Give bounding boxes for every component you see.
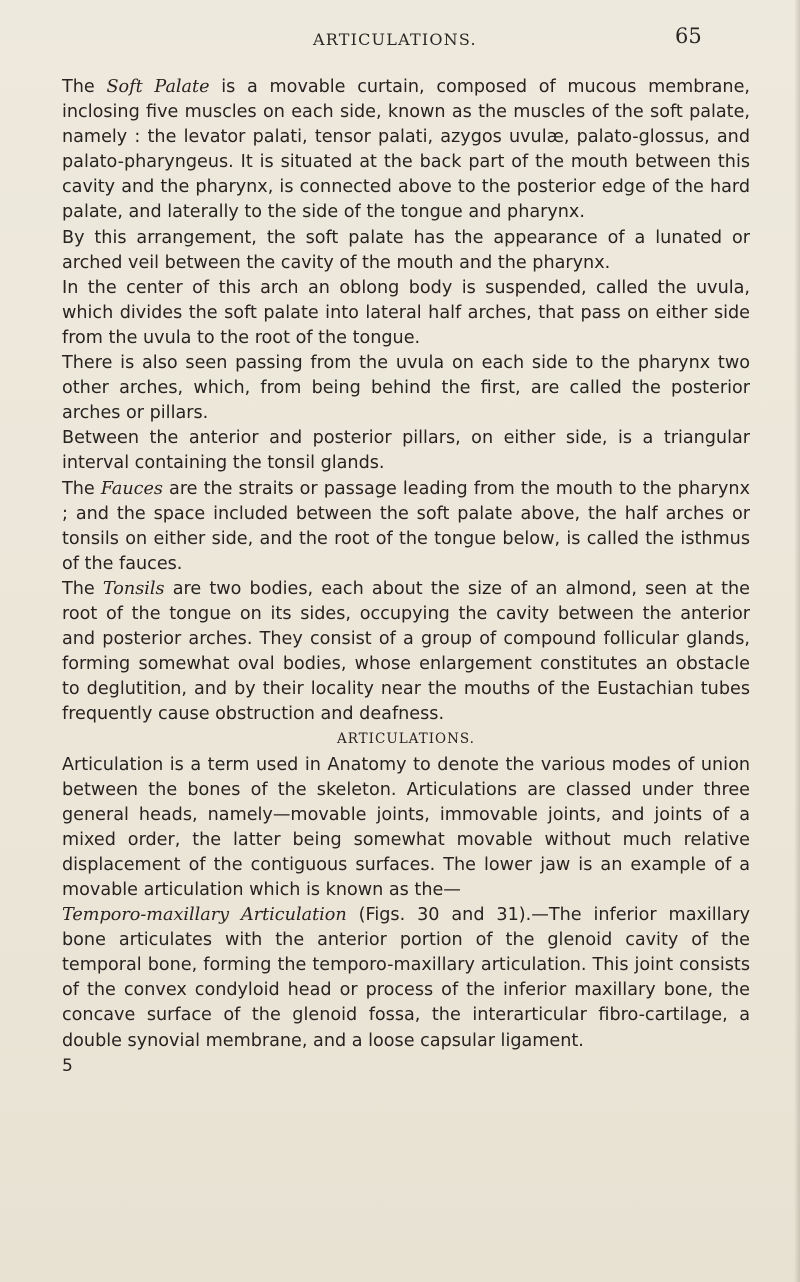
section-heading: ARTICULATIONS.: [337, 731, 475, 748]
paragraph-soft-palate: [62, 75, 750, 226]
paragraph-articulation: Articulation is a term used in Anatomy to denote the various modes of union between the bones of the skeleton. Articulations are classed under three general heads, namely—movable joints, immovable joints, and joints of a mixed order, the latter being somewhat movable without much relative displacement of the contiguous surfaces. The lower jaw is an example of a movable articulation which is known as the—: [62, 754, 750, 900]
term-fauces: Fauces: [100, 478, 163, 499]
paragraph-text: are the straits or passage leading from the mouth to the pharynx ; and the space included between the soft palate above, the half arches or tonsils on either side, and the root of the tongue below, is called the isthmus of the fauces.: [62, 478, 750, 574]
running-head: ARTICULATIONS.: [313, 30, 477, 49]
term-soft-palate: Soft Palate: [106, 77, 210, 97]
paragraph-text: (Figs. 30 and 31).—The inferior maxillary bone articulates with the anterior portion of the glenoid cavity of the temporal bone, forming the temporo-maxillary articulation. This joint consists of the convex condyloid head or process of the inferior maxillary bone, the concave surface of the glenoid fossa, the interarticular fibro-cartilage, a double synovial membrane, and a loose capsular ligament.: [62, 905, 750, 1051]
paragraph-tonsil-interval: Between the anterior and posterior pillars, on either side, is a triangular interval containing the tonsil glands.: [62, 428, 750, 474]
signature-mark: 5: [62, 1055, 73, 1076]
paragraph-fauces: [62, 477, 750, 577]
page-edge-shadow: [794, 0, 800, 1282]
paragraph-lunated-veil: By this arrangement, the soft palate has the appearance of a lunated or arched veil between the cavity of the mouth and the pharynx.: [62, 227, 750, 273]
term-temporo-maxillary: Temporo-maxillary Articulation: [62, 905, 347, 926]
page-number: 65: [675, 24, 702, 48]
paragraph-tonsils: [62, 577, 750, 728]
paragraph-text: are two bodies, each about the size of an almond, seen at the root of the tongue on its sides, occupying the cavity between the anterior and posterior arches. They consist of a group of compound follicular glands, forming somewhat oval bodies, whose enlargement constitutes an obstacle to deglutition, and by their locality near the mouths of the Eustachian tubes frequently cause obstruction and deafness.: [62, 578, 750, 725]
paragraph-text: is a movable curtain, composed of mucous membrane, inclosing five muscles on each side, known as the muscles of the soft palate, namely : the levator palati, tensor palati, azygos uvulæ, palato-glossus, and palato-pharyngeus. It is situated at the back part of the mouth between this cavity and the pharynx, is connected above to the posterior edge of the hard palate, and laterally to the side of the tongue and pharynx.: [62, 77, 750, 223]
paragraph-lead: The: [62, 77, 107, 97]
paragraph-lead: The: [62, 478, 101, 499]
body-text: [62, 75, 750, 1079]
paragraph-lead: The: [62, 578, 103, 599]
paragraph-uvula: In the center of this arch an oblong body is suspended, called the uvula, which divides the soft palate into lateral half arches, that pass on either side from the uvula to the root of the tongue.: [62, 277, 750, 348]
paragraph-temporo-maxillary: [62, 903, 750, 1054]
term-tonsils: Tonsils: [102, 578, 165, 599]
paragraph-posterior-arches: There is also seen passing from the uvula on each side to the pharynx two other arches, which, from being behind the first, are called the posterior arches or pillars.: [62, 353, 750, 424]
